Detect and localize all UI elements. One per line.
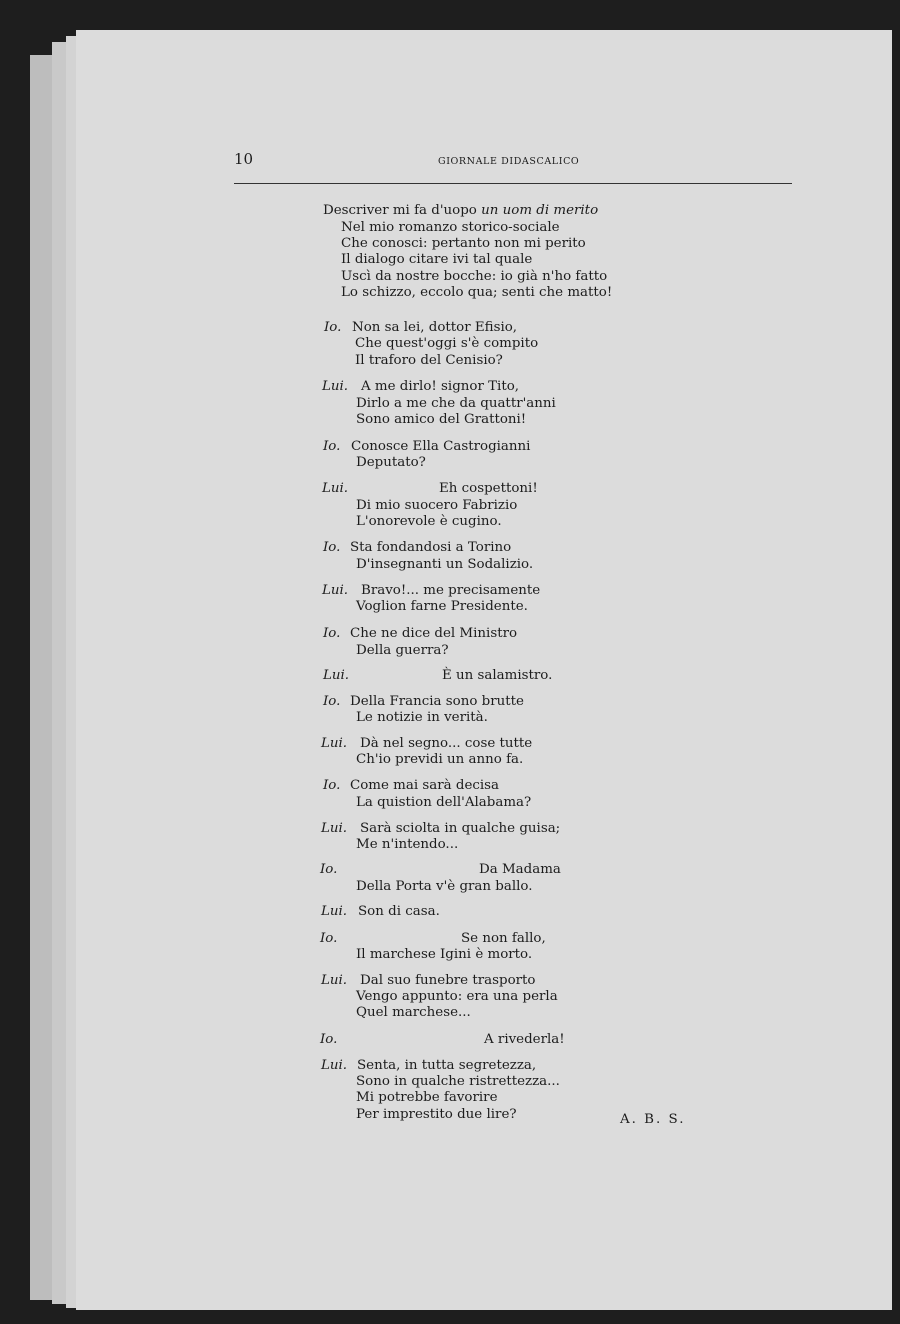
dialogue-line: D'insegnanti un Sodalizio. (356, 557, 534, 572)
dialogue-line: Eh cospettoni! (439, 481, 538, 496)
dialogue-line: Il marchese Igini è morto. (356, 947, 533, 962)
dialogue-line: Il traforo del Cenisio? (355, 353, 503, 368)
dialogue-line: Della guerra? (356, 643, 449, 658)
poem-line: Nel mio romanzo storico-sociale (341, 220, 560, 235)
dialogue-line: Ch'io previdi un anno fa. (356, 752, 524, 767)
dialogue-line: È un salamistro. (442, 668, 553, 683)
dialogue-line: Conosce Ella Castrogianni (351, 439, 531, 454)
dialogue-line: Sta fondandosi a Torino (350, 540, 512, 555)
dialogue-line: Che ne dice del Ministro (350, 626, 518, 641)
poem-line: Il dialogo citare ivi tal quale (341, 252, 533, 267)
speaker-label: Lui. (321, 821, 348, 836)
poem-line: Uscì da nostre bocche: io già n'ho fatto (341, 269, 608, 284)
dialogue-line: Sono in qualche ristrettezza... (356, 1074, 560, 1089)
book-page (76, 30, 892, 1310)
speaker-label: Lui. (321, 973, 348, 988)
dialogue-line: Da Madama (479, 862, 561, 877)
speaker-label: Io. (323, 540, 341, 555)
page-number: 10 (234, 150, 254, 168)
speaker-label: Lui. (321, 736, 348, 751)
speaker-label: Io. (320, 931, 338, 946)
dialogue-line: Come mai sarà decisa (350, 778, 500, 793)
dialogue-line: Sarà sciolta in qualche guisa; (360, 821, 561, 836)
speaker-label: Lui. (322, 583, 349, 598)
dialogue-line: Deputato? (356, 455, 426, 470)
speaker-label: Lui. (322, 481, 349, 496)
dialogue-line: Se non fallo, (461, 931, 546, 946)
dialogue-line: La quistion dell'Alabama? (356, 795, 532, 810)
dialogue-line: Che quest'oggi s'è compito (355, 336, 539, 351)
speaker-label: Io. (320, 862, 338, 877)
dialogue-line: Della Francia sono brutte (350, 694, 524, 709)
dialogue-line: Della Porta v'è gran ballo. (356, 879, 533, 894)
speaker-label: Io. (324, 320, 342, 335)
dialogue-line: Senta, in tutta segretezza, (357, 1058, 537, 1073)
poem-line: Lo schizzo, eccolo qua; senti che matto! (341, 285, 613, 300)
author-signature: A. B. S. (620, 1112, 686, 1127)
dialogue-line: A me dirlo! signor Tito, (361, 379, 520, 394)
dialogue-line: Vengo appunto: era una perla (356, 989, 558, 1004)
dialogue-line: Bravo!... me precisamente (361, 583, 541, 598)
header-rule (234, 183, 792, 184)
dialogue-line: Sono amico del Grattoni! (356, 412, 527, 427)
speaker-label: Io. (323, 778, 341, 793)
poem-line-text: Descriver mi fa d'uopo (323, 203, 482, 218)
dialogue-line: Dal suo funebre trasporto (360, 973, 536, 988)
dialogue-line: Dà nel segno... cose tutte (360, 736, 533, 751)
speaker-label: Lui. (321, 1058, 348, 1073)
speaker-label: Io. (320, 1032, 338, 1047)
dialogue-line: A rivederla! (484, 1032, 565, 1047)
dialogue-line: Quel marchese... (356, 1005, 471, 1020)
dialogue-line: Dirlo a me che da quattr'anni (356, 396, 556, 411)
running-head: GIORNALE DIDASCALICO (438, 156, 580, 167)
dialogue-line: Di mio suocero Fabrizio (356, 498, 518, 513)
speaker-label: Io. (323, 694, 341, 709)
speaker-label: Io. (323, 626, 341, 641)
speaker-label: Lui. (321, 904, 348, 919)
dialogue-line: L'onorevole è cugino. (356, 514, 502, 529)
dialogue-line: Son di casa. (358, 904, 440, 919)
poem-line (323, 203, 598, 219)
dialogue-line: Per imprestito due lire? (356, 1107, 517, 1122)
dialogue-line: Non sa lei, dottor Efisio, (352, 320, 518, 335)
dialogue-line: Mi potrebbe favorire (356, 1090, 498, 1105)
speaker-label: Lui. (322, 379, 349, 394)
speaker-label: Lui. (323, 668, 350, 683)
speaker-label: Io. (323, 439, 341, 454)
dialogue-line: Voglion farne Presidente. (356, 599, 528, 614)
poem-line: Che conosci: pertanto non mi perito (341, 236, 586, 251)
dialogue-line: Me n'intendo... (356, 837, 459, 852)
dialogue-line: Le notizie in verità. (356, 710, 488, 725)
poem-line-emphasis: un uom di merito (481, 203, 599, 218)
